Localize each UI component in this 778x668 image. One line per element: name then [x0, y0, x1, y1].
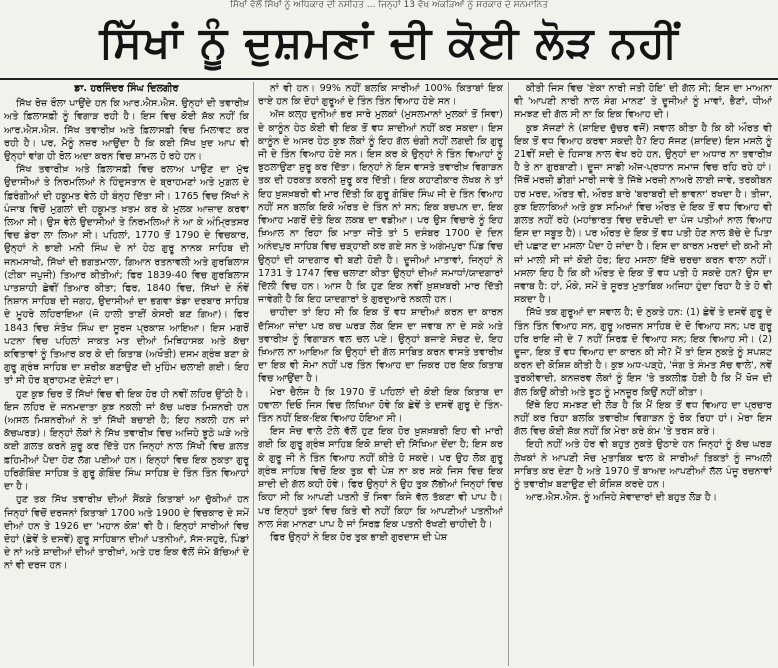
article-column-1	[4, 82, 249, 666]
byline: ਡਾ. ਹਰਜਿੰਦਰ ਸਿੰਘ ਦਿਲਗੀਰ	[74, 83, 179, 94]
paragraph: ਸਿੱਖੋ ਤਕ ਗੁਰੂਆਂ ਦਾ ਸਵਾਲ ਹੈ; ਦੋ ਨੁਕਤੇ ਹਨ: (1) ਛੇਵੇਂ ਤੇ ਦਸਵੇਂ ਗੁਰੂ ਦੇ ਤਿੰਨ ਤਿੰਨ ਵਿਆਹ ਸਨ, ਗੁਰੂ ਅਰਜਨ ਸਾਹਿਬ ਦੇ ਦੋ ਵਿਆਹ ਸਨ; ਪਰ ਗੁਰੂ ਹਰਿ ਰਾਇ ਜੀ ਦੇ 7 ਨਹੀਂ ਸਿਰਫ਼ ਦੋ ਵਿਆਹ ਸਨ; ਇਕ ਵਿਆਹ ਸੀ। (2) ਦੂਜਾ, ਇਕ ਤੋਂ ਵਧ ਵਿਆਹ ਦਾ ਕਾਰਨ ਕੀ ਸੀ? ਮੈਂ ਤਾਂ ਇਸ ਨੁਕਤੇ ਨੂੰ ਸਪਸ਼ਟ ਕਰਨ ਦੀ ਕੋਸ਼ਿਸ਼ ਕੀਤੀ ਹੈ। ਕੁਝ ਅਧ-ਪੜ੍ਹੇ, 'ਜੰਗ ਤੇ ਸੰਮਤ ਸੱਚ ਵਾਲੇ', ਨਵੇਂ ਤੁਰਕੀਵਾਦੀ, ਕਨਜ਼ਰਵ ਲੋਕਾਂ ਨੂੰ ਇਸ 'ਤੇ ਤਕਲੀਫ਼ ਹੋਈ ਹੈ ਕਿ ਮੈਂ ਖੋਜ ਦੀ ਗੱਲ ਕਿਉਂ ਕੀਤੀ ਅਤੇ ਝੂਠ ਨੂੰ ਮਨਜ਼ੂਰ ਕਿਉਂ ਨਹੀਂ ਕੀਤਾ।	[514, 307, 772, 398]
paragraph: ਕੀਤੀ ਜਿਸ ਵਿਚ 'ਏਕਾ ਨਾਰੀ ਜਤੀ ਹੋਇ' ਦੀ ਗੱਲ ਸੀ; ਇਸ ਦਾ ਮਾਅਨਾ ਵੀ 'ਆਪਣੀ ਨਾਰੀ ਨਾਲ ਸੰਗ ਮਾਨਣ' ਤੇ ਦੂਜੀਆਂ ਨੂੰ ਮਾਵਾਂ, ਭੈਣਾਂ, ਧੀਆਂ ਸਮਝਣ ਦੀ ਗੱਲ ਸੀ ਨਾ ਕਿ ਇਕ ਵਿਆਹ ਦੀ।	[514, 83, 772, 121]
article-column-2	[258, 82, 503, 666]
masthead-strip: ਸਿੱਖਾਂ ਵੱਲੋਂ ਸਿੱਖਾਂ ਨੂੰ ਅਧਿਕਾਰ ਦੀ ਨਸੀਹਤ ... ਜਿਨ੍ਹਾਂ 13 ਵੱਖ ਅੰਕੜਿਆਂ ਨੂੰ ਸਰਕਾਰ ਦੇ ਸਨਮਾਨਿਤ	[229, 0, 549, 10]
paragraph: ਮੇਰਾ ਚੈਲੰਜ ਹੈ ਕਿ 1970 ਤੋਂ ਪਹਿਲਾਂ ਦੀ ਕੋਈ ਇਕ ਕਿਤਾਬ ਦਾ ਹਵਾਲਾ ਦਿਓ ਜਿਸ ਵਿਚ ਲਿਖਿਆ ਹੋਵੇ ਕਿ ਛੇਵੇਂ ਤੇ ਦਸਵੇਂ ਗੁਰੂ ਦੇ ਤਿੰਨ-ਤਿੰਨ ਨਹੀਂ ਇਕ-ਇਕ ਵਿਆਹ ਹੋਇਆ ਸੀ।	[258, 386, 503, 425]
headline-rule	[0, 78, 778, 80]
paragraph: ਅੱਜ ਕਲ੍ਹ ਦੁਨੀਆਂ ਭਰ ਸਾਰੇ ਮੁਲਕਾਂ (ਮੁਸਲਮਾਨਾਂ ਮੁਲਕਾਂ ਤੋਂ ਸਿਵਾ) ਦੇ ਕਾਨੂੰਨ ਹੇਠ ਕੋਈ ਵੀ ਇਕ ਤੋਂ ਵਧ ਸ਼ਾਦੀਆਂ ਨਹੀਂ ਕਰ ਸਕਦਾ। ਇਸ ਕਾਨੂੰਨ ਦੇ ਅਸਰ ਹੇਠ ਕੁਝ ਲੋਕਾਂ ਨੂੰ ਇਹ ਗੱਲ ਚੰਗੀ ਨਹੀਂ ਲਗਦੀ ਕਿ ਗੁਰੂ ਜੀ ਦੇ ਤਿੰਨ ਵਿਆਹ ਹੋਏ ਸਨ। ਇਸ ਕਰ ਕੇ ਉਨ੍ਹਾਂ ਨੇ ਤਿੰਨ ਵਿਆਹਾਂ ਨੂੰ ਝੁਠਲਾਉਣਾ ਸ਼ੁਰੂ ਕਰ ਦਿੱਤਾ। ਇਨ੍ਹਾਂ ਨੇ ਇਸ ਵਾਸਤੇ ਤਵਾਰੀਖ਼ ਵਿਗਾੜਨ ਤਕ ਦੀ ਹਰਕਤ ਕਰਨੀ ਸ਼ੁਰੂ ਕਰ ਦਿੱਤੀ। ਇਕ ਕਹਾਣੀਕਾਰ ਲੇਖਕ ਨੇ ਤਾਂ ਇਹ ਖ਼ੁਸ਼ਖ਼ਬਰੀ ਵੀ ਮਾਰ ਦਿੱਤੀ ਕਿ ਗੁਰੂ ਗੋਬਿੰਦ ਸਿੰਘ ਜੀ ਦੇ ਤਿੰਨ ਵਿਆਹ ਨਹੀਂ ਸਨ ਬਲਕਿ ਇਕੋ ਔਰਤ ਦੇ ਤਿੰਨ ਨਾਂ ਸਨ; ਇਕ ਬਚਪਨ ਦਾ, ਇਕ ਵਿਆਹ ਮਗਰੋਂ ਦੋਤੇ ਇਕ ਲਕਬ ਦਾ ਵਡੀਆ। ਪਰ ਉਸ ਵਿਚਾਰੇ ਨੂੰ ਇਹ ਖ਼ਿਆਲ ਨਾ ਰਿਹਾ ਕਿ ਮਾਤਾ ਜੀਤੋ ਤਾਂ 5 ਦਸੰਬਰ 1700 ਦੇ ਦਿਨ ਅਨੰਦਪੁਰ ਸਾਹਿਬ ਵਿਚ ਚੜ੍ਹਾਈ ਕਰ ਗਏ ਸਨ ਤੇ ਅਗੰਮਪੁਰਾ ਪਿੰਡ ਵਿਚ ਉਨ੍ਹਾਂ ਦੀ ਯਾਦਗਾਰ ਵੀ ਬਣੀ ਹੋਈ ਹੈ। ਦੂਜੀਆਂ ਮਾਤਾਵਾਂ, ਜਿਨ੍ਹਾਂ ਨੇ 1731 ਤੇ 1747 ਵਿਚ ਚਲਾਣਾ ਕੀਤਾ ਉਨ੍ਹਾਂ ਦੀਆਂ ਸਮਾਧਾਂ/ਯਾਦਗਾਰਾਂ ਦਿੱਲੀ ਵਿਚ ਹਨ। ਆਸ ਹੈ ਕਿ ਹੁਣ ਇਕ ਨਵੀਂ ਖ਼ੁਸ਼ਖ਼ਬਰੀ ਮਾਰ ਦਿੱਤੀ ਜਾਵੇਗੀ ਹੈ ਕਿ ਇਹ ਯਾਦਗਾਰਾਂ ਤੇ ਗੁਰਦੁਆਰੇ ਨਕਲੀ ਹਨ।	[258, 109, 503, 306]
paragraph: ਸਿੱਖ ਤਵਾਰੀਖ਼ ਅਤੇ ਫ਼ਿਲਾਸਫ਼ੀ ਵਿਚ ਰਲਾਅ ਪਾਉਣ ਦਾ ਮੁੱਢ ਉਦਾਸੀਆਂ ਤੇ ਨਿਰਮਲਿਆਂ ਨੇ ਹਿੰਦੁਸਤਾਨ ਦੇ ਬ੍ਰਾਹਮਣਾਂ ਅਤੇ ਮੁਗ਼ਲ ਦੇ ਫ਼ਿਰੰਗੀਆਂ ਦੀ ਹਕੂਮਤ ਵੇਲੇ ਹੀ ਬੰਨ੍ਹ ਦਿੱਤਾ ਸੀ। 1765 ਵਿਚ ਸਿੱਖਾਂ ਨੇ ਪੰਜਾਬ ਵਿਚੋਂ ਮੁਗ਼ਲਾਂ ਦੀ ਹਕੂਮਤ ਖ਼ਤਮ ਕਰ ਕੇ ਮੁਲਕ ਆਜ਼ਾਦ ਕਰਵਾ ਲਿਆ ਸੀ। ਉਸ ਵੇਲੇ ਉਦਾਸੀਆਂ ਤੇ ਨਿਰਮਲਿਆਂ ਨੇ ਆ ਕੇ ਅੰਮ੍ਰਿਤਸਰ ਵਿਚ ਡੇਰਾ ਲਾ ਲਿਆ ਸੀ। ਪਹਿਲਾਂ, 1770 ਤੋਂ 1790 ਦੇ ਵਿਚਕਾਰ, ਉਨ੍ਹਾਂ ਨੇ ਭਾਈ ਮਨੀ ਸਿੰਘ ਦੇ ਨਾਂ ਹੇਠ ਗੁਰੂ ਨਾਨਕ ਸਾਹਿਬ ਦੀ ਜਨਮਸਾਖੀ, ਸਿੱਖਾਂ ਦੀ ਭਗਤਮਾਲਾ, ਗਿਆਨ ਰਤਨਾਵਲੀ ਅਤੇ ਗੁਰਬਿਲਾਸ (ਟੀਕਾ ਜਪੁਜੀ) ਤਿਆਰ ਕੀਤੀਆਂ; ਫਿਰ 1839-40 ਵਿਚ ਗੁਰਬਿਲਾਸ ਪਾਤਸ਼ਾਹੀ ਛੇਵੀਂ ਤਿਆਰ ਕੀਤਾ; ਫਿਰ, 1840 ਵਿਚ, ਸਿੱਖਾਂ ਦੇ ਨੌਵੇਂ ਨਿਸ਼ਾਨ ਸਾਹਿਬ ਦੀ ਜਗਹ, ਉਦਾਸੀਆਂ ਦਾ ਭਗਵਾ ਝੰਡਾ ਦਰਬਾਰ ਸਾਹਿਬ ਦੇ ਮੂਹਰੇ ਲਹਿਰਾਇਆ (ਜੋ ਹਾਲੀ ਤਾਈਂ ਕੇਸਰੀ ਬਣ ਗਿਆ)। ਫਿਰ 1843 ਵਿਚ ਸੰਤੋਖ ਸਿੰਘ ਦਾ ਸੂਰਜ ਪ੍ਰਕਾਸ਼ ਆਇਆ। ਇਸ ਮਗਰੋਂ ਪਟਨਾ ਵਿਚ ਪਹਿਲਾਂ ਸਾਕਤ ਮਤ ਦੀਆਂ ਮਿਥਿਹਾਸਕ ਅਤੇ ਕੱਚਾ ਕਵਿਤਾਵਾਂ ਨੂੰ ਤਿਆਰ ਕਰ ਕੇ ਦੀ ਕਿਤਾਬ (ਅਖੌਤੀ) ਦਸਮ ਗ੍ਰੰਥ ਬਣਾ ਕੇ ਗੁਰੂ ਗ੍ਰੰਥ ਸਾਹਿਬ ਦਾ ਸ਼ਰੀਕ ਬਣਾਉਣ ਦੀ ਮੁਹਿੰਮ ਚਲਾਈ ਗਈ। ਇਹ ਤਾਂ ਸੀ ਹੋਰ ਬ੍ਰਾਹਮਣ ਦੇਸ਼ੋਟਾਂ ਦਾ।	[4, 164, 249, 387]
paragraph: ਨਾਂ ਵੀ ਹਨ। 99% ਨਹੀਂ ਬਲਕਿ ਸਾਰੀਆਂ 100% ਕਿਤਾਬਾਂ ਇਕ ਰਾਏ ਹਨ ਕਿ ਦੋਹਾਂ ਗੁਰੂਆਂ ਦੇ ਤਿੰਨ ਤਿੰਨ ਵਿਆਹ ਹੋਏ ਸਨ।	[258, 83, 503, 108]
paragraph: ਹੁਣ ਕੁਝ ਚਿਰ ਤੋਂ ਸਿੱਖਾਂ ਵਿਚ ਵੀ ਇਕ ਹੋਰ ਹੀ ਨਵੀਂ ਲਹਿਰ ਉੱਠੀ ਹੈ। ਇਸ ਲਹਿਰ ਦੇ ਜਨਮਦਾਤਾ ਕੁਝ ਨਕਲੀ ਜਾਂ ਕੱਚ ਘਰੜ ਮਿਸ਼ਨਰੀ ਹਨ (ਅਸਲ ਮਿਸ਼ਨਰੀਆਂ ਨੇ ਤਾਂ ਸਿੱਖੀ ਬਚਾਈ ਹੈ; ਇਹ ਨਕਲੀ ਹਨ ਜਾਂ ਕੱਚਘਰੜ)। ਇਨ੍ਹਾਂ ਲੋਕਾਂ ਨੇ ਸਿੱਖ ਤਵਾਰੀਖ਼ ਵਿਚ ਅਜਿਹੇ ਝੂਠੇ ਘੜੇ ਅਤੇ ਕਈ ਗ਼ਲਤ ਕਰਨੇ ਸ਼ੁਰੂ ਕਰ ਦਿੱਤੇ ਹਨ ਜਿਨ੍ਹਾਂ ਨਾਲ ਸਿੱਖੀ ਵਿਚ ਗ਼ਲਤ ਫ਼ਹਿਮੀਆਂ ਪੈਦਾ ਹੋਣ ਲੱਗ ਪਈਆਂ ਹਨ। ਇਨ੍ਹਾਂ ਵਿਚ ਇਕ ਨੁਕਤਾ ਗੁਰੂ ਹਰਿਗੋਬਿੰਦ ਸਾਹਿਬ ਤੇ ਗੁਰੂ ਗੋਬਿੰਦ ਸਿੰਘ ਸਾਹਿਬ ਦੇ ਤਿੰਨ ਤਿੰਨ ਵਿਆਹਾਂ ਦਾ ਹੈ।	[4, 388, 249, 493]
paragraph: ਚਾਹੀਦਾ ਤਾਂ ਇਹ ਸੀ ਕਿ ਇਕ ਤੋਂ ਵਧ ਸ਼ਾਦੀਆਂ ਕਰਨ ਦਾ ਕਾਰਨ ਦੱਸਿਆ ਜਾਂਦਾ ਪਰ ਕਚ ਘਰੜ ਲੋਕ ਇਸ ਦਾ ਜਵਾਬ ਨਾ ਦੇ ਸਕੇ ਅਤੇ ਤਵਾਰੀਖ਼ ਨੂੰ ਵਿਗਾੜਨ ਵਲ ਚਲ ਪਏ। ਉਨ੍ਹਾਂ ਬਜਾਏ ਸੋਚਣ ਦੇ, ਇਹ ਖ਼ਿਆਲ ਨਾ ਆਇਆ ਕਿ ਉਨ੍ਹਾਂ ਦੀ ਗੱਲ ਸਾਬਿਤ ਕਰਨ ਵਾਸਤੇ ਤਵਾਰੀਖ਼ ਦਾ ਇਕ ਵੀ ਸੋਮਾ ਨਹੀਂ ਪਰ ਤਿੰਨ ਵਿਆਹ ਦਾ ਜ਼ਿਕਰ ਹਰ ਇਕ ਕਿਤਾਬ ਵਿਚ ਆਉਂਦਾ ਹੈ।	[258, 307, 503, 385]
paragraph: ਇਹੀ ਨਹੀਂ ਅਤੇ ਹੋਰ ਵੀ ਬਹੁਤ ਨੁਕਤੇ ਉਠਾਏ ਹਨ ਜਿਨ੍ਹਾਂ ਨੂੰ ਕੱਚ ਘਰੜ ਲੇਖਕਾਂ ਨੇ ਆਪਣੀ ਸੋਚ ਮੁਤਾਬਿਕ ਢਾਲ ਕੇ ਸਾਰੀਆਂ ਤਿਕਤਾਂ ਨੂੰ ਜਾਅਲੀ ਸਾਬਿਤ ਕਰ ਦੇਣਾ ਹੈ ਅਤੇ 1970 ਤੋਂ ਬਾਅਦ ਆਪਣੀਆਂ ਲੱਲ ਪੰਜੂ ਰਚਨਾਵਾਂ ਨੂੰ ਤਵਾਰੀਖ਼ ਬਣਾਉਣ ਦੀ ਕੋਸ਼ਿਸ਼ ਕਰਦੇ ਹਨ।	[514, 439, 772, 491]
headline: ਸਿੱਖਾਂ ਨੂੰ ਦੁਸ਼ਮਣਾਂ ਦੀ ਕੋਈ ਲੋੜ ਨਹੀਂ	[99, 18, 679, 68]
column-divider	[253, 82, 254, 666]
article-column-3	[514, 82, 772, 666]
paragraph: ਹੁਣ ਤਕ ਸਿੱਖ ਤਵਾਰੀਖ਼ ਦੀਆਂ ਸੈਂਕੜੇ ਕਿਤਾਬਾਂ ਆ ਚੁੱਕੀਆਂ ਹਨ ਜਿਨ੍ਹਾਂ ਵਿਚੋਂ ਦਰਜਨਾਂ ਕਿਤਾਬਾਂ 1700 ਅਤੇ 1900 ਦੇ ਵਿਚਕਾਰ ਦੇ ਸਮੇਂ ਦੀਆਂ ਹਨ ਤੇ 1926 ਦਾ 'ਮਹਾਨ ਕੋਸ਼' ਵੀ ਹੈ। ਇਨ੍ਹਾਂ ਸਾਰੀਆਂ ਵਿਚ ਦੋਹਾਂ (ਛੇਵੇਂ ਤੇ ਦਸਵੇਂ) ਗੁਰੂ ਸਾਹਿਬਾਨ ਦੀਆਂ ਪਤਨੀਆਂ, ਸੱਸ-ਸਹੁਰੇ, ਪਿੰਡਾਂ ਦੇ ਨਾਂ ਅਤੇ ਸ਼ਾਦੀਆਂ ਦੀਆਂ ਤਾਰੀਖ਼ਾਂ, ਅਤੇ ਹਰ ਇਕ ਵੱਲੋਂ ਜੰਮੇ ਬੱਚਿਆਂ ਦੇ ਨਾਂ ਵੀ ਦਰਜ ਹਨ।	[4, 494, 249, 572]
column-divider	[508, 82, 509, 666]
paragraph: ਕੁਝ ਸੱਜਣਾਂ ਨੇ (ਸ਼ਾਇਦ ਚੁੱਚਰ ਵਜੋਂ) ਸਵਾਲ ਕੀਤਾ ਹੈ ਕਿ ਕੀ ਔਰਤ ਵੀ ਇਕ ਤੋਂ ਵਧ ਵਿਆਹ ਕਰਵਾ ਸਕਦੀ ਹੈ? ਇਹ ਸੱਜਣ (ਸ਼ਾਇਦ) ਇਸ ਮਸਲੇ ਨੂੰ 21ਵੀਂ ਸਦੀ ਦੇ ਹਿਸਾਬ ਨਾਲ ਵੇਖ ਰਹੇ ਹਨ, ਉਨ੍ਹਾਂ ਦਾ ਅਧਾਰ ਨਾ ਤਵਾਰੀਖ਼ ਹੈ ਤੇ ਨਾ ਗੁਰਬਾਣੀ। ਦੂਜਾ ਸਾਡੀ ਅੱਜ-ਪ੍ਰਧਾਨ ਸਮਾਜ ਵਿਚ ਰਹਿ ਰਹੇ ਹਾਂ। ਜਿੱਥੋਂ ਮਰਜ਼ੀ ਡੀਗਾਂ ਮਾਰੀ ਜਾਵੇ ਤੇ ਜਿੱਥੇ ਮਰਜ਼ੀ ਨਾਅਰੇ ਲਾਈ ਜਾਵੇ, ਤਰਕੀਬਨ ਹਰ ਮਰਦ, ਔਰਤ ਵੀ, ਔਰਤ ਬਾਰੇ 'ਬਰਾਬਰੀ ਦੀ ਭਾਵਨਾ' ਰਖਦਾ ਹੈ। ਤੀਜਾ, ਕੁਝ ਇਲਾਕਿਆਂ ਅਤੇ ਕੁਝ ਸਮਿਆਂ ਵਿਚ ਔਰਤ ਦੇ ਇਕ ਤੋਂ ਵਧ ਵਿਆਹ ਵੀ ਗ਼ਲਤ ਨਹੀਂ ਰਹੇ (ਮਹਾਂਭਾਰਤ ਵਿਚ ਦਰੋਪਦੀ ਦਾ ਪੰਜ ਪਤੀਆਂ ਨਾਲ ਵਿਆਹ ਇਸ ਦਾ ਸਬੂਤ ਹੈ)। ਪਰ ਔਰਤ ਦੇ ਇਕ ਤੋਂ ਵਧ ਪਤੀ ਹੋਣ ਨਾਲ ਬੱਚੇ ਦੇ ਪਿਤਾ ਦੀ ਪਛਾਣ ਦਾ ਮਸਲਾ ਪੈਦਾ ਹੋ ਜਾਂਦਾ ਹੈ। ਇਸ ਦਾ ਕਾਰਨ ਮਰਦਾਂ ਦੀ ਕਮੀ ਸੀ ਜਾਂ ਮਾਲੀ ਸੀ ਜਾਂ ਕੋਈ ਹੋਰ; ਇਹ ਮਸਲਾ ਇੱਥੇ ਚਰਚਾ ਕਰਨ ਵਾਲਾ ਨਹੀਂ। ਮਸਲਾ ਇਹ ਹੈ ਕਿ ਕੀ ਔਰਤ ਦੇ ਇਕ ਤੋਂ ਵਧ ਪਤੀ ਹੋ ਸਕਦੇ ਹਨ? ਉਸ ਦਾ ਜਵਾਬ ਹੈ: ਹਾਂ, ਮੌਕੇ, ਸਮੇਂ ਤੇ ਸੂਰਤ ਮੁਤਾਬਿਕ ਅਜਿਹਾ ਹੁੰਦਾ ਰਿਹਾ ਹੈ ਤੇ ਹੋ ਵੀ ਸਕਦਾ ਹੈ।	[514, 122, 772, 306]
paragraph: ਇਸ ਸੋਚ ਵਾਲੇ ਟੋਲੇ ਵੱਲੋਂ ਹੁਣ ਇਕ ਹੋਰ ਖ਼ੁਸ਼ਖ਼ਬਰੀ ਇਹ ਵੀ ਮਾਰੀ ਗਈ ਕਿ ਗੁਰੂ ਗ੍ਰੰਥ ਸਾਹਿਬ ਇਕੋ ਸ਼ਾਦੀ ਦੀ ਸਿੱਖਿਆ ਦੇਂਦਾ ਹੈ; ਇਸ ਕਰ ਕੇ ਗੁਰੂ ਜੀ ਨੇ ਤਿੰਨ ਵਿਆਹ ਨਹੀਂ ਕੀਤੇ ਹੋ ਸਕਦੇ। ਪਰ ਉਹ ਲੋਕ ਗੁਰੂ ਗ੍ਰੰਥ ਸਾਹਿਬ ਵਿਚੋਂ ਇਕ ਤੁਕ ਵੀ ਪੇਸ਼ ਨਾ ਕਰ ਸਕੇ ਜਿਸ ਵਿਚ ਇਕ ਸ਼ਾਦੀ ਦੀ ਗੱਲ ਕਹੀ ਹੋਵੇ। ਫਿਰ ਉਨ੍ਹਾਂ ਨੇ ਉਹ ਤੁਕ ਲੱਭੀਆਂ ਜਿਨ੍ਹਾਂ ਵਿਚ ਕਿਹਾ ਸੀ ਕਿ ਆਪਣੀ ਪਤਨੀ ਤੋਂ ਸਿਵਾ ਕਿਸੇ ਵੱਲ ਤੱਕਣਾ ਵੀ ਪਾਪ ਹੈ। ਪਰ ਇਨ੍ਹਾਂ ਤੁਕਾਂ ਵਿਚ ਕਿਤੇ ਵੀ ਨਹੀਂ ਕਿਹਾ ਕਿ ਆਪਣੀਆਂ ਪਤਨੀਆਂ ਨਾਲ ਸੰਗ ਮਾਨਣਾ ਪਾਪ ਹੈ ਜਾਂ ਸਿਰਫ਼ ਇਕ ਪਤਨੀ ਰੱਖਣੀ ਚਾਹੀਦੀ ਹੈ।	[258, 426, 503, 530]
paragraph: ਇੱਥੇ ਇਹ ਸਮਝਣ ਦੀ ਲੋੜ ਹੈ ਕਿ ਮੈਂ ਇਕ ਤੋਂ ਵਧ ਵਿਆਹ ਦਾ ਪ੍ਰਚਾਰ ਨਹੀਂ ਕਰ ਰਿਹਾ ਬਲਕਿ ਤਵਾਰੀਖ਼ ਵਿਗਾੜਨ ਨੂੰ ਰੋਕ ਰਿਹਾ ਹਾਂ। ਮੇਰਾ ਇਸ ਗੱਲ ਵਿਚ ਕੋਈ ਸ਼ੱਕ ਨਹੀਂ ਕਿ ਮੇਰਾ ਕਰੇ ਕੰਮ 'ਤੇ ਤਰਸ ਕਰੇ।	[514, 399, 772, 438]
paragraph: ਆਰ.ਐਸ.ਐਸ. ਨੂੰ ਅਜਿਹੇ ਸੇਵਾਦਾਰਾਂ ਦੀ ਬਹੁਤ ਲੋੜ ਹੈ।	[526, 492, 718, 504]
paragraph: ਫਿਰ ਉਨ੍ਹਾਂ ਨੇ ਇਕ ਹੋਰ ਤੁਕ ਭਾਈ ਗੁਰਦਾਸ ਦੀ ਪੇਸ਼	[270, 531, 448, 543]
paragraph: ਸਿੱਖ ਰੋਜ਼ ਰੌਲਾ ਪਾਉਂਦੇ ਹਨ ਕਿ ਆਰ.ਐਸ.ਐਸ. ਉਨ੍ਹਾਂ ਦੀ ਤਵਾਰੀਖ਼ ਅਤੇ ਫ਼ਿਲਾਸਫ਼ੀ ਨੂੰ ਵਿਗਾੜ ਰਹੀ ਹੈ। ਇਸ ਵਿਚ ਕੋਈ ਸ਼ੱਕ ਨਹੀਂ ਕਿ ਆਰ.ਐਸ.ਐਸ. ਸਿੱਖ ਤਵਾਰੀਖ਼ ਅਤੇ ਫ਼ਿਲਾਸਫ਼ੀ ਵਿਚ ਮਿਲਾਵਟ ਕਰ ਰਹੀ ਹੈ। ਪਰ, ਮੈਨੂੰ ਨਜ਼ਰ ਆਉਂਦਾ ਹੈ ਕਿ ਕਈ ਸਿੱਖ ਖ਼ੁਦ ਆਪ ਵੀ ਉਨ੍ਹਾਂ ਵਾਂਗ ਹੀ ਰੋਲ ਅਦਾ ਕਰਨ ਵਿਚ ਸ਼ਾਮਲ ਹੋ ਰਹੇ ਹਨ।	[4, 98, 249, 163]
